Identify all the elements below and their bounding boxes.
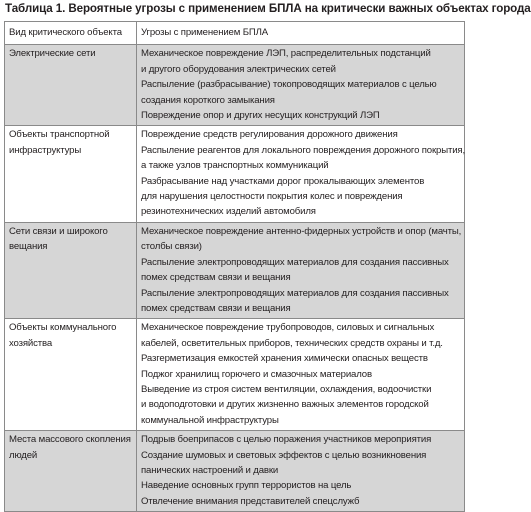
threat-line: Выведение из строя систем вентиляции, охлаждения, водоочистки (141, 383, 432, 395)
threat-line: Отвлечение внимания представителей спецслужб (141, 495, 360, 507)
threat-line: Повреждение средств регулирования дорожного движения (141, 129, 398, 141)
table-caption: Таблица 1. Вероятные угрозы с применением БПЛА на критически важных объектах города (5, 2, 531, 15)
object-line: инфраструктуры (9, 144, 82, 156)
threat-line: помех средствам связи и вещания (141, 272, 291, 284)
table-row (5, 45, 465, 126)
table-row (5, 126, 465, 222)
header-object-type: Вид критического объекта (5, 22, 137, 45)
threat-line: помех средствам связи и вещания (141, 302, 291, 314)
threats-cell (137, 222, 465, 318)
table-row (5, 431, 465, 512)
threat-line: Разгерметизация емкостей хранения химически опасных веществ (141, 353, 428, 365)
object-cell (5, 45, 137, 126)
threat-line: Наведение основных групп террористов на цель (141, 480, 352, 492)
threat-line: панических настроений и давки (141, 464, 279, 476)
threat-line: Распыление электропроводящих материалов для создания пассивных (141, 287, 449, 299)
object-line: вещания (9, 241, 48, 253)
object-cell (5, 431, 137, 512)
table-header-row (5, 22, 465, 45)
object-cell (5, 319, 137, 431)
object-line: хозяйства (9, 337, 53, 349)
object-line: Электрические сети (9, 48, 96, 60)
threat-line: Подрыв боеприпасов с целью поражения участников мероприятия (141, 434, 432, 446)
object-line: людей (9, 449, 38, 461)
threat-line: Распыление (разбрасывание) токопроводящих материалов с целью (141, 79, 437, 91)
threat-line: и другого оборудования электрических сетей (141, 63, 336, 75)
threats-cell (137, 45, 465, 126)
object-line: Объекты транспортной (9, 129, 110, 141)
object-cell (5, 222, 137, 318)
threats-cell (137, 319, 465, 431)
threat-line: кабелей, осветительных приборов, технических средств охраны и т.д. (141, 337, 443, 349)
threats-table (4, 21, 465, 512)
threat-line: и водоподготовки и других жизненно важных элементов городской (141, 399, 429, 411)
threat-line: коммунальной инфраструктуры (141, 414, 279, 426)
table-row (5, 319, 465, 431)
table-row (5, 222, 465, 318)
threat-line: Повреждение опор и других несущих конструкций ЛЭП (141, 110, 380, 122)
object-cell (5, 126, 137, 222)
object-line: Сети связи и широкого (9, 225, 108, 237)
threat-line: Распыление реагентов для локального повреждения дорожного покрытия, (141, 144, 465, 156)
threat-line: Создание шумовых и световых эффектов с целью возникновения (141, 449, 427, 461)
header-threats: Угрозы с применением БПЛА (137, 22, 465, 45)
threats-cell (137, 126, 465, 222)
threat-line: Механическое повреждение антенно-фидерных устройств и опор (мачты, (141, 225, 462, 237)
threat-line: Механическое повреждение ЛЭП, распределительных подстанций (141, 48, 431, 60)
threat-line: для нарушения целостности покрытия колес и повреждения (141, 191, 403, 203)
threat-line: создания короткого замыкания (141, 94, 275, 106)
object-line: Места массового скопления (9, 434, 131, 446)
object-line: Объекты коммунального (9, 322, 117, 334)
threat-line: а также узлов транспортных коммуникаций (141, 160, 329, 172)
threat-line: столбы связи) (141, 241, 202, 253)
threats-cell (137, 431, 465, 512)
threat-line: Механическое повреждение трубопроводов, силовых и сигнальных (141, 322, 435, 334)
threat-line: Распыление электропроводящих материалов для создания пассивных (141, 256, 449, 268)
threat-line: Поджог хранилищ горючего и смазочных материалов (141, 368, 372, 380)
threat-line: Разбрасывание над участками дорог прокалывающих элементов (141, 175, 425, 187)
threat-line: резинотехнических изделий автомобиля (141, 206, 316, 218)
